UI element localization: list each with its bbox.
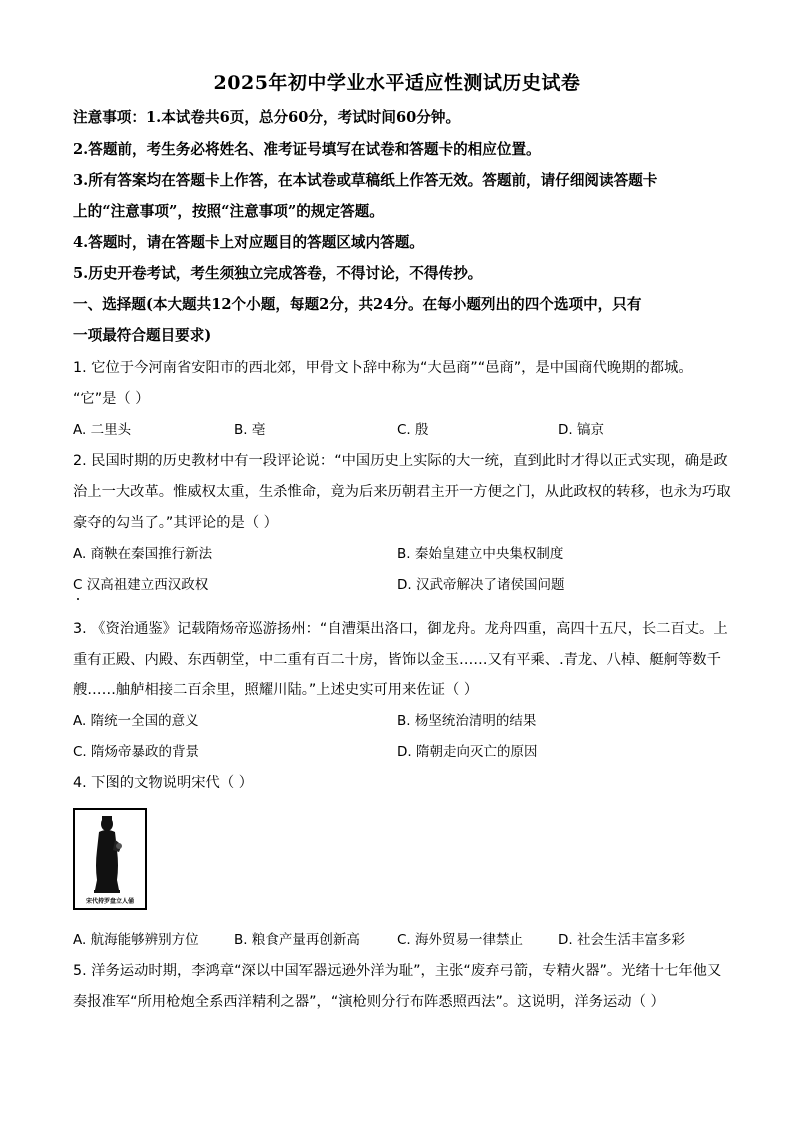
exam-title: 2025年初中学业水平适应性测试历史试卷 (213, 72, 581, 94)
question-2-stem: 治上一大改革。惟威权太重，生杀惟命，竟为后来历朝君主开一方便之门，从此政权的转移，也永为巧取 (73, 484, 731, 500)
q2-option-b[interactable]: B. 秦始皇建立中央集权制度 (397, 546, 564, 562)
q1-option-b[interactable]: B. 亳 (234, 422, 266, 438)
q1-option-a[interactable]: A. 二里头 (73, 422, 132, 438)
question-2-stem: 豪夺的勾当了。”其评论的是（ ） (73, 515, 278, 531)
question-3-stem: 艘……舳舻相接二百余里，照耀川陆。”上述史实可用来佐证（ ） (73, 682, 479, 698)
question-4-stem: 4. 下图的文物说明宋代（ ） (73, 775, 253, 791)
image-caption: 宋代持罗盘立人俑 (85, 898, 134, 905)
q2-option-d[interactable]: D. 汉武帝解决了诸侯国问题 (397, 577, 565, 593)
section-heading: 一、选择题(本大题共12个小题，每题2分，共24分。在每小题列出的四个选项中，只有 (73, 296, 642, 313)
section-heading: 一项最符合题目要求) (73, 327, 212, 344)
q1-option-d[interactable]: D. 镐京 (558, 422, 604, 438)
note-line: 2.答题前，考生务必将姓名、准考证号填写在试卷和答题卡的相应位置。 (73, 141, 541, 158)
q4-option-b[interactable]: B. 粮食产量再创新高 (234, 932, 360, 948)
q4-option-c[interactable]: C. 海外贸易一律禁止 (397, 932, 524, 948)
note-line: 5.历史开卷考试，考生须独立完成答卷，不得讨论，不得传抄。 (73, 265, 483, 282)
q3-option-b[interactable]: B. 杨坚统治清明的结果 (397, 713, 537, 729)
figurine-image (73, 808, 147, 910)
q3-option-c[interactable]: C. 隋炀帝暴政的背景 (73, 744, 200, 760)
note-line: 4.答题时，请在答题卡上对应题目的答题区域内答题。 (73, 234, 424, 251)
figurine-icon (75, 810, 145, 908)
q2-option-c[interactable]: C 汉高祖建立西汉政权 (73, 577, 209, 593)
question-1-stem: 1. 它位于今河南省安阳市的西北郊，甲骨文卜辞中称为“大邑商”“邑商”，是中国商代晚期的都城。 (73, 360, 693, 376)
question-3-stem: 重有正殿、内殿、东西朝堂，中二重有百二十房，皆饰以金玉……又有平乘、.青龙、八棹、艇舸等数千 (73, 652, 721, 668)
stray-mark (77, 598, 79, 600)
q3-option-d[interactable]: D. 隋朝走向灭亡的原因 (397, 744, 538, 760)
q2-option-a[interactable]: A. 商鞅在秦国推行新法 (73, 546, 213, 562)
q4-option-a[interactable]: A. 航海能够辨别方位 (73, 932, 199, 948)
question-3-stem: 3. 《资治通鉴》记载隋炀帝巡游扬州：“自漕渠出洛口，御龙舟。龙舟四重，高四十五尺，长二百丈。上 (73, 621, 728, 637)
question-1-stem: “它”是（ ） (73, 391, 150, 407)
question-5-stem: 奏报准军“所用枪炮全系西洋精利之器”，“演枪则分行布阵悉照西法”。这说明，洋务运动（ ） (73, 994, 665, 1010)
note-line: 注意事项：1.本试卷共6页，总分60分，考试时间60分钟。 (73, 109, 461, 126)
question-5-stem: 5. 洋务运动时期，李鸿章“深以中国军器远逊外洋为耻”，主张“废弃弓箭，专精火器”。光绪十七年他又 (73, 963, 722, 979)
q3-option-a[interactable]: A. 隋统一全国的意义 (73, 713, 199, 729)
q1-option-c[interactable]: C. 殷 (397, 422, 429, 438)
q4-option-d[interactable]: D. 社会生活丰富多彩 (558, 932, 685, 948)
note-line: 上的“注意事项”，按照“注意事项”的规定答题。 (73, 203, 384, 220)
note-line: 3.所有答案均在答题卡上作答，在本试卷或草稿纸上作答无效。答题前，请仔细阅读答题卡 (73, 172, 658, 189)
question-2-stem: 2. 民国时期的历史教材中有一段评论说：“中国历史上实际的大一统，直到此时才得以正式实现，确是政 (73, 453, 728, 469)
